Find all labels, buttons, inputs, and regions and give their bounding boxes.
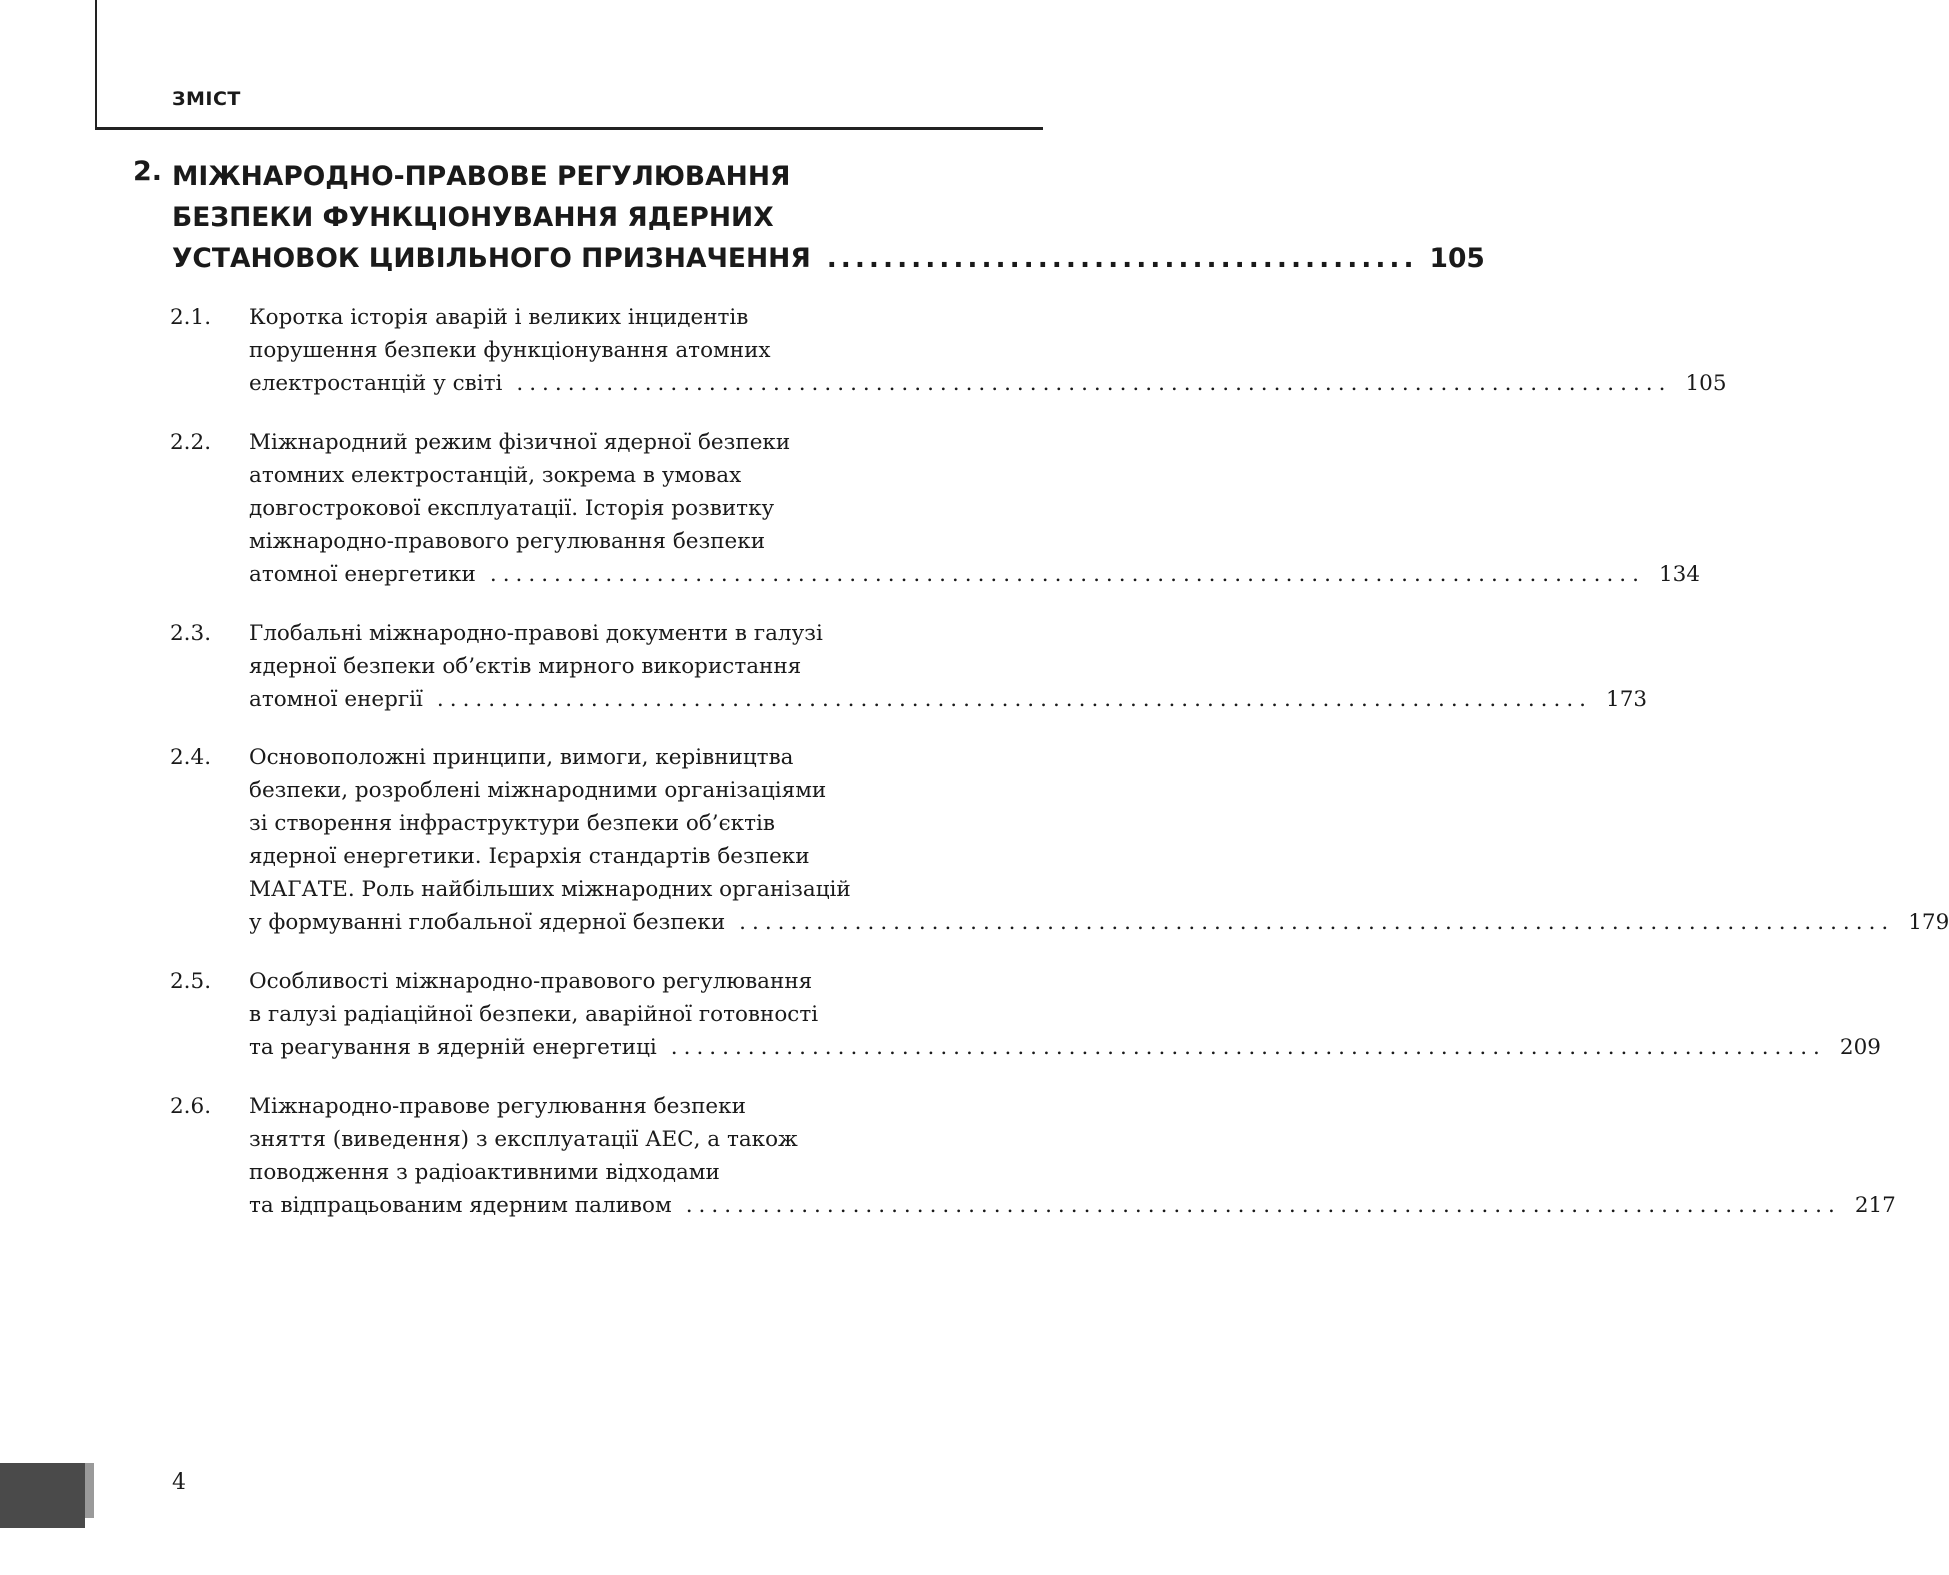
entry-title-line: ядерної енергетики. Ієрархія стандартів безпеки — [249, 844, 810, 869]
entry-title-line: Коротка історія аварій і великих інцидентів — [249, 305, 749, 330]
entry-title-line: в галузі радіаційної безпеки, аварійної готовності — [249, 1002, 819, 1027]
header-label: ЗМІСТ — [172, 88, 241, 110]
entry-number: 2.6. — [170, 1094, 212, 1119]
entry-title-line: атомної енергетики .......................................................................................... 134 — [249, 558, 1043, 591]
chapter-title-line: МІЖНАРОДНО-ПРАВОВЕ РЕГУЛЮВАННЯ — [172, 161, 791, 192]
dot-leader: .......................................................................................... — [670, 1035, 1826, 1060]
entry-title-line: зняття (виведення) з експлуатації АЕС, а також — [249, 1127, 798, 1152]
entry-number: 2.1. — [170, 305, 212, 330]
entry-title-line: у формуванні глобальної ядерної безпеки .......................................................................................... 179 — [249, 906, 1043, 939]
entry-number: 2.2. — [170, 430, 212, 455]
dot-leader: .......................................................................................... — [489, 562, 1645, 587]
entry-title-line: МАГАТЕ. Роль найбільших міжнародних організацій — [249, 877, 851, 902]
entry-title-line: порушення безпеки функціонування атомних — [249, 338, 771, 363]
corner-tab-gray — [85, 1463, 94, 1518]
header-rule — [95, 127, 1043, 130]
dot-leader: .......................................................................................... — [685, 1193, 1841, 1218]
entry-title-line: Міжнародно-правове регулювання безпеки — [249, 1094, 746, 1119]
entry-title-line: довгострокової експлуатації. Історія розвитку — [249, 496, 775, 521]
entry-title-line: Особливості міжнародно-правового регулювання — [249, 969, 813, 994]
entry-page: 209 — [1839, 1035, 1881, 1060]
entry-page: 105 — [1685, 371, 1727, 396]
entry-title-line: Глобальні міжнародно-правові документи в галузі — [249, 621, 823, 646]
entry-title-line: ядерної безпеки об’єктів мирного використання — [249, 654, 802, 679]
entry-page: 173 — [1606, 687, 1648, 712]
frame-left-rule — [95, 0, 97, 130]
entry-number: 2.5. — [170, 969, 212, 994]
entry-title-line: Основоположні принципи, вимоги, керівництва — [249, 745, 794, 770]
entry-title-line: зі створення інфраструктури безпеки об’єктів — [249, 811, 775, 836]
entry-page: 134 — [1658, 562, 1701, 587]
entry-title-line: Міжнародний режим фізичної ядерної безпеки — [249, 430, 791, 455]
entry-title-line: поводження з радіоактивними відходами — [249, 1160, 720, 1185]
dot-leader: .......................................................................................... — [516, 371, 1672, 396]
entry-title-line: атомної енергії .......................................................................................... 173 — [249, 683, 1043, 716]
entry-title-line: безпеки, розроблені міжнародними організаціями — [249, 778, 827, 803]
chapter-page: 105 — [1429, 243, 1485, 274]
page-number: 4 — [172, 1470, 186, 1495]
dot-leader: .......................................................................................... — [436, 687, 1593, 712]
entry-page: 217 — [1854, 1193, 1896, 1218]
entry-title-line: атомних електростанцій, зокрема в умовах — [249, 463, 742, 488]
chapter-title-line: УСТАНОВОК ЦИВІЛЬНОГО ПРИЗНАЧЕННЯ .......................................... 105 — [172, 238, 1043, 279]
entry-number: 2.4. — [170, 745, 212, 770]
chapter-number: 2. — [133, 156, 163, 187]
corner-tab-dark — [0, 1463, 85, 1528]
entry-title-line: електростанцій у світі .......................................................................................... 105 — [249, 367, 1043, 400]
entry-title-line: та відпрацьованим ядерним паливом .......................................................................................... 217 — [249, 1189, 1043, 1222]
dot-leader: .......................................... — [826, 243, 1418, 274]
entry-title-line: міжнародно-правового регулювання безпеки — [249, 529, 766, 554]
chapter-title-line: БЕЗПЕКИ ФУНКЦІОНУВАННЯ ЯДЕРНИХ — [172, 202, 774, 233]
entry-number: 2.3. — [170, 621, 212, 646]
entry-title-line: та реагування в ядерній енергетиці .......................................................................................... 209 — [249, 1031, 1043, 1064]
dot-leader: .......................................................................................... — [739, 910, 1895, 935]
entry-page: 179 — [1908, 910, 1949, 935]
